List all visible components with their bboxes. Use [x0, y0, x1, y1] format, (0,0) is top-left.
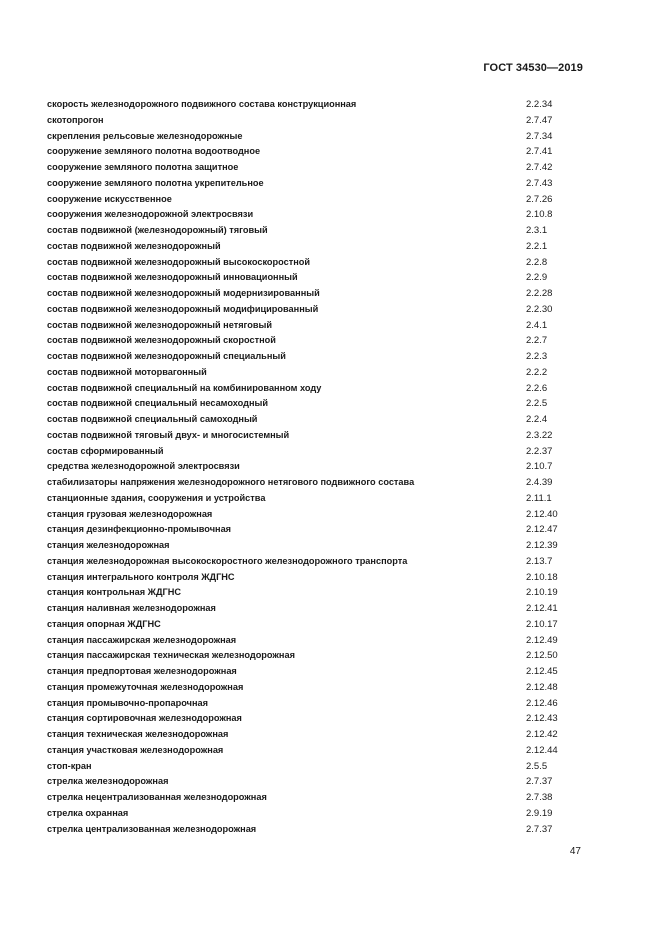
- index-entry: [47, 554, 587, 570]
- index-entry: [47, 806, 587, 822]
- index-term: стабилизаторы напряжения железнодорожного нетягового подвижного состава: [47, 477, 415, 487]
- index-reference: 2.2.28: [526, 288, 553, 299]
- index-reference: 2.10.18: [526, 571, 558, 583]
- index-term: станция сортировочная железнодорожная: [47, 713, 242, 724]
- index-term: сооружение земляного полотна укрепительное: [47, 177, 264, 188]
- index-term: состав подвижной железнодорожный специальный: [47, 351, 286, 361]
- index-reference: 2.2.1: [526, 240, 548, 252]
- index-term: станция наливная железнодорожная: [47, 603, 216, 613]
- index-reference: 2.2.9: [526, 272, 548, 284]
- index-reference: 2.12.48: [526, 681, 558, 693]
- index-term: сооружение земляного полотна водоотводное: [47, 146, 261, 157]
- index-entry: [47, 333, 587, 349]
- index-entry: [47, 428, 587, 444]
- index-entry: [47, 475, 587, 491]
- index-entry: [47, 129, 587, 145]
- index-entry: [47, 270, 587, 286]
- index-reference: 2.7.43: [526, 177, 553, 189]
- index-entry: [47, 617, 587, 633]
- index-entry: [47, 113, 587, 129]
- index-entry: [47, 522, 587, 538]
- index-reference: 2.12.46: [526, 697, 558, 709]
- index-term: скорость железнодорожного подвижного состава конструкционная: [47, 99, 357, 109]
- index-entry: [47, 444, 587, 460]
- index-term: станция контрольная ЖДГНС: [47, 587, 181, 598]
- index-term: станция предпортовая железнодорожная: [47, 666, 237, 676]
- index-reference: 2.2.5: [526, 398, 548, 410]
- index-term: станция участковая железнодорожная: [47, 744, 224, 755]
- index-reference: 2.7.37: [526, 776, 553, 788]
- index-reference: 2.7.42: [526, 162, 553, 173]
- index-term: станция промывочно-пропарочная: [47, 697, 209, 708]
- index-reference: 2.7.38: [526, 792, 553, 803]
- index-entry: [47, 97, 587, 113]
- index-term: состав подвижной железнодорожный модернизированный: [47, 288, 320, 298]
- index-reference: 2.7.41: [526, 146, 553, 158]
- index-term: стрелка централизованная железнодорожная: [47, 823, 257, 834]
- index-entry: [47, 207, 587, 223]
- index-entry: [47, 144, 587, 160]
- index-reference: 2.12.44: [526, 744, 558, 756]
- index-reference: 2.7.26: [526, 193, 553, 205]
- index-reference: 2.2.2: [526, 366, 548, 378]
- index-reference: 2.12.45: [526, 666, 558, 677]
- index-entry: [47, 192, 587, 208]
- index-entry: [47, 239, 587, 255]
- index-term: состав подвижной (железнодорожный) тяговый: [47, 225, 268, 235]
- index-term: состав подвижной моторвагонный: [47, 366, 207, 377]
- index-reference: 2.12.40: [526, 508, 558, 520]
- index-entry: [47, 381, 587, 397]
- index-entry: [47, 633, 587, 649]
- index-term: станция промежуточная железнодорожная: [47, 681, 244, 692]
- index-entry: [47, 412, 587, 428]
- index-entry: [47, 349, 587, 365]
- index-entry: [47, 302, 587, 318]
- index-term: состав подвижной железнодорожный скоростной: [47, 335, 276, 346]
- index-term: состав подвижной тяговый двух- и многосистемный: [47, 429, 290, 440]
- index-entry: [47, 365, 587, 381]
- index-term: состав подвижной железнодорожный высокоскоростной: [47, 256, 311, 267]
- index-reference: 2.9.19: [526, 807, 553, 819]
- index-reference: 2.12.42: [526, 729, 558, 740]
- index-reference: 2.10.8: [526, 209, 553, 221]
- index-term: состав подвижной железнодорожный модифицированный: [47, 303, 319, 314]
- index-reference: 2.5.5: [526, 760, 548, 772]
- index-term: состав подвижной железнодорожный инновационный: [47, 272, 298, 283]
- index-reference: 2.2.8: [526, 256, 548, 268]
- index-term: средства железнодорожной электросвязи: [47, 461, 240, 472]
- index-entry: [47, 822, 587, 838]
- index-term: станция техническая железнодорожная: [47, 729, 229, 739]
- index-term: стрелка охранная: [47, 807, 129, 818]
- term-index-list: [47, 97, 587, 837]
- index-entry: [47, 790, 587, 806]
- index-reference: 2.2.3: [526, 351, 548, 362]
- index-term: состав подвижной железнодорожный: [47, 240, 221, 251]
- index-term: состав подвижной специальный несамоходный: [47, 398, 268, 409]
- index-term: скотопрогон: [47, 114, 104, 125]
- index-entry: [47, 570, 587, 586]
- index-term: состав подвижной специальный самоходный: [47, 414, 258, 424]
- index-reference: 2.3.22: [526, 429, 553, 441]
- index-term: скрепления рельсовые железнодорожные: [47, 130, 243, 141]
- index-term: станция железнодорожная высокоскоростного железнодорожного транспорта: [47, 555, 408, 566]
- index-term: сооружение искусственное: [47, 193, 172, 204]
- index-entry: [47, 396, 587, 412]
- index-entry: [47, 223, 587, 239]
- index-entry: [47, 491, 587, 507]
- index-entry: [47, 160, 587, 176]
- index-entry: [47, 585, 587, 601]
- index-entry: [47, 648, 587, 664]
- index-reference: 2.2.6: [526, 382, 548, 394]
- index-reference: 2.10.19: [526, 587, 558, 599]
- index-entry: [47, 743, 587, 759]
- index-term: станция пассажирская железнодорожная: [47, 634, 237, 645]
- index-entry: [47, 696, 587, 712]
- index-entry: [47, 318, 587, 334]
- index-reference: 2.2.37: [526, 445, 553, 457]
- document-header: ГОСТ 34530—2019: [483, 62, 583, 74]
- index-term: станция интегрального контроля ЖДГНС: [47, 571, 235, 582]
- index-reference: 2.12.43: [526, 713, 558, 725]
- index-reference: 2.4.1: [526, 319, 548, 331]
- index-term: стрелка нецентрализованная железнодорожная: [47, 792, 267, 802]
- index-entry: [47, 759, 587, 775]
- index-reference: 2.2.7: [526, 335, 548, 347]
- index-term: состав сформированный: [47, 445, 164, 456]
- index-term: состав подвижной специальный на комбинированном ходу: [47, 382, 322, 393]
- index-reference: 2.12.47: [526, 524, 558, 536]
- index-reference: 2.10.17: [526, 618, 558, 630]
- index-entry: [47, 774, 587, 790]
- index-term: состав подвижной железнодорожный нетяговый: [47, 319, 273, 330]
- index-entry: [47, 286, 587, 302]
- index-entry: [47, 176, 587, 192]
- index-term: станция пассажирская техническая железнодорожная: [47, 650, 295, 661]
- page-number: 47: [569, 846, 581, 857]
- index-reference: 2.12.49: [526, 634, 558, 646]
- index-term: сооружения железнодорожной электросвязи: [47, 209, 254, 220]
- index-entry: [47, 664, 587, 680]
- index-reference: 2.3.1: [526, 225, 548, 236]
- index-entry: [47, 459, 587, 475]
- index-reference: 2.13.7: [526, 555, 553, 567]
- index-term: станция дезинфекционно-промывочная: [47, 524, 232, 535]
- index-term: станционные здания, сооружения и устройства: [47, 492, 266, 503]
- index-term: стоп-кран: [47, 760, 92, 771]
- index-reference: 2.2.34: [526, 99, 553, 110]
- index-entry: [47, 255, 587, 271]
- index-entry: [47, 538, 587, 554]
- index-reference: 2.10.7: [526, 461, 553, 473]
- index-reference: 2.12.39: [526, 540, 558, 551]
- index-reference: 2.12.41: [526, 603, 558, 614]
- index-entry: [47, 507, 587, 523]
- index-reference: 2.4.39: [526, 477, 553, 488]
- index-reference: 2.2.4: [526, 414, 548, 425]
- index-reference: 2.11.1: [526, 492, 552, 504]
- index-entry: [47, 727, 587, 743]
- index-entry: [47, 711, 587, 727]
- index-term: сооружение земляного полотна защитное: [47, 162, 239, 172]
- index-term: станция опорная ЖДГНС: [47, 618, 161, 629]
- index-term: стрелка железнодорожная: [47, 776, 169, 787]
- index-reference: 2.12.50: [526, 650, 558, 662]
- index-term: станция железнодорожная: [47, 540, 170, 550]
- index-term: станция грузовая железнодорожная: [47, 508, 213, 519]
- index-reference: 2.2.30: [526, 303, 553, 315]
- index-reference: 2.7.37: [526, 823, 553, 835]
- index-entry: [47, 601, 587, 617]
- index-reference: 2.7.34: [526, 130, 553, 142]
- index-entry: [47, 680, 587, 696]
- index-reference: 2.7.47: [526, 114, 553, 126]
